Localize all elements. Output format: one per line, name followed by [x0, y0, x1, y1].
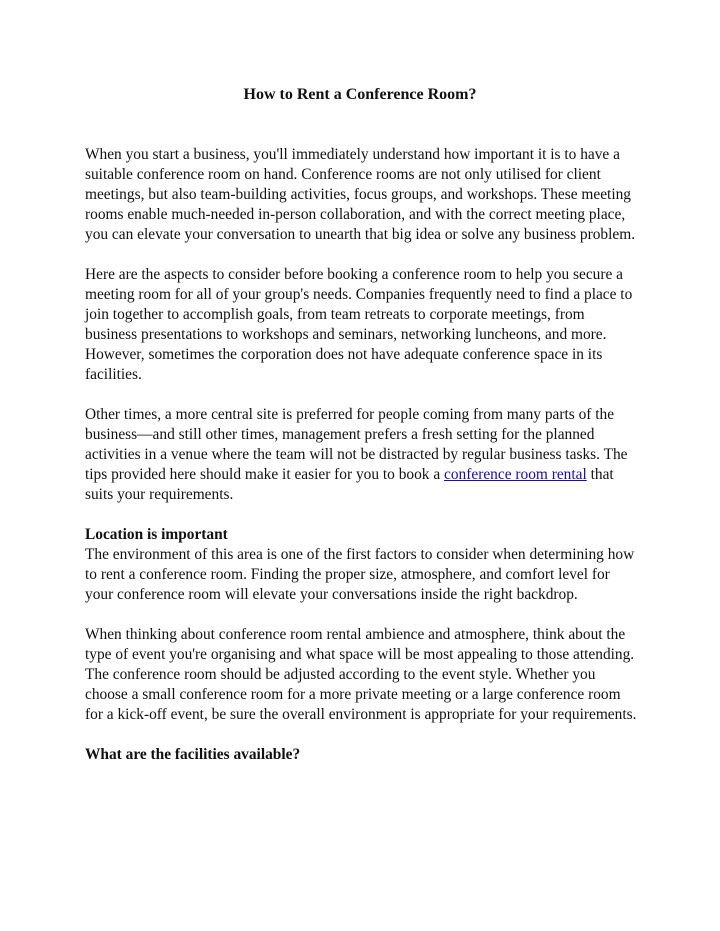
paragraph-ambience: When thinking about conference room rental ambience and atmosphere, think about the type of event you're organising and what space will be most appealing to those attending. The conference room should be adjusted according to the event style. Whether you choose a small conference room for a more private meeting or a large conference room for a kick-off event, be sure the overall environment is appropriate for your requirements.: [85, 626, 637, 723]
conference-room-rental-link[interactable]: conference room rental: [444, 466, 587, 483]
paragraph-other-times-text: Other times, a more central site is preferred for people coming from many parts of the business—and still other times, management prefers a fresh setting for the planned activities in a venue where the team will not be distracted by regular business tasks. The tips provided here should make it easier for you to book a: [85, 406, 628, 483]
paragraph-other-times-tail: that suits your requirements.: [85, 466, 614, 503]
document-title: How to Rent a Conference Room?: [243, 86, 477, 103]
heading-location: Location is important: [85, 526, 228, 543]
paragraph-intro: When you start a business, you'll immediately understand how important it is to have a suitable conference room on hand. Conference rooms are not only utilised for client meetings, but also team-building activities, focus groups, and workshops. These meeting rooms enable much-needed in-person collaboration, and with the correct meeting place, you can elevate your conversation to unearth that big idea or solve any business problem.: [85, 146, 636, 243]
paragraph-other-times: [85, 405, 637, 505]
document-body: [85, 145, 637, 765]
paragraph-location: The environment of this area is one of the first factors to consider when determining how to rent a conference room. Finding the proper size, atmosphere, and comfort level for your conference room will elevate your conversations inside the right backdrop.: [85, 546, 635, 603]
paragraph-aspects: Here are the aspects to consider before booking a conference room to help you secure a meeting room for all of your group's needs. Companies frequently need to find a place to join together to accomplish goals, from team retreats to corporate meetings, from business presentations to workshops and seminars, networking luncheons, and more. However, sometimes the corporation does not have adequate conference space in its facilities.: [85, 266, 633, 383]
heading-facilities: What are the facilities available?: [85, 746, 301, 763]
section-location: [85, 525, 637, 605]
